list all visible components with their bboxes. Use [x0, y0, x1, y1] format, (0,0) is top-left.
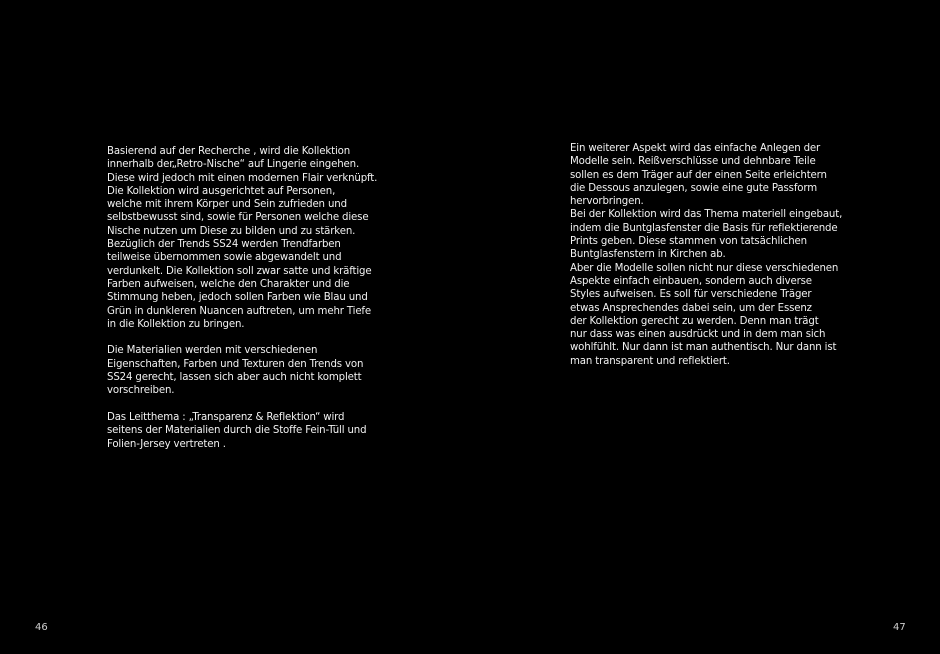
text-line: Folien-Jersey vertreten . [107, 438, 226, 450]
text-line: Bei der Kollektion wird das Thema materiell eingebaut, [570, 209, 843, 221]
text-line: indem die Buntglasfenster die Basis für reflektierende [570, 222, 838, 234]
text-line: in die Kollektion zu bringen. [107, 318, 245, 330]
text-line: hervorbringen. [570, 196, 644, 208]
text-line: wohlfühlt. Nur dann ist man authentisch. Nur dann ist [570, 342, 837, 354]
text-line: vorschreiben. [107, 385, 175, 397]
paragraph-gap [107, 398, 397, 411]
text-line: Aber die Modelle sollen nicht nur diese verschiedenen [570, 262, 839, 274]
text-line: selbstbewusst sind, sowie für Personen welche diese [107, 212, 369, 224]
right-paragraph-1 [570, 142, 870, 368]
text-line: Buntglasfenstern in Kirchen ab. [570, 249, 726, 261]
left-paragraph-3 [107, 411, 397, 451]
text-line: Das Leitthema : „Transparenz & Reflektion“ wird [107, 411, 345, 423]
right-page-text-column [570, 142, 870, 368]
text-line: Grün in dunkleren Nuancen auftreten, um mehr Tiefe [107, 305, 371, 317]
text-line: SS24 gerecht, lassen sich aber auch nicht komplett [107, 372, 362, 384]
text-line: Styles aufweisen. Es soll für verschiedene Träger [570, 289, 812, 301]
text-line: etwas Ansprechendes dabei sein, um der Essenz [570, 302, 812, 314]
text-line: Basierend auf der Recherche , wird die Kollektion [107, 146, 351, 157]
text-line: Eigenschaften, Farben und Texturen den Trends von [107, 358, 364, 370]
text-line: Nische nutzen um Diese zu bilden und zu stärken. [107, 225, 356, 237]
text-line: Aspekte einfach einbauen, sondern auch diverse [570, 275, 812, 287]
text-line: Ein weiterer Aspekt wird das einfache Anlegen der [570, 143, 821, 154]
paragraph-gap [107, 331, 397, 344]
text-line: Die Materialien werden mit verschiedenen [107, 345, 318, 357]
text-line: Farben aufweisen, welche den Charakter und die [107, 278, 350, 290]
text-line: Diese wird jedoch mit einen modernen Flair verknüpft. [107, 172, 378, 184]
text-line: der Kollektion gerecht zu werden. Denn man trägt [570, 315, 819, 327]
page-number-left: 46 [35, 622, 48, 633]
text-line: innerhalb der„Retro-Nische“ auf Lingerie eingehen. [107, 159, 360, 171]
text-line: verdunkelt. Die Kollektion soll zwar satte und kräftige [107, 265, 372, 277]
text-line: Modelle sein. Reißverschlüsse und dehnbare Teile [570, 156, 816, 168]
text-line: sollen es dem Träger auf der einen Seite erleichtern [570, 169, 827, 181]
text-line: Prints geben. Diese stammen von tatsächlichen [570, 236, 807, 248]
text-line: Stimmung heben, jedoch sollen Farben wie Blau und [107, 292, 368, 304]
page-number-right: 47 [893, 622, 906, 633]
text-line: Bezüglich der Trends SS24 werden Trendfarben [107, 239, 341, 251]
text-line: man transparent und reflektiert. [570, 355, 730, 367]
text-line: welche mit ihrem Körper und Sein zufrieden und [107, 199, 347, 211]
text-line: nur dass was einen ausdrückt und in dem man sich [570, 329, 826, 341]
text-line: teilweise übernommen sowie abgewandelt und [107, 252, 342, 264]
text-line: die Dessous anzulegen, sowie eine gute Passform [570, 182, 817, 194]
left-paragraph-1 [107, 145, 397, 331]
text-line: seitens der Materialien durch die Stoffe Fein-Tüll und [107, 425, 367, 437]
text-line: Die Kollektion wird ausgerichtet auf Personen, [107, 185, 336, 197]
left-page-text-column [107, 145, 397, 451]
left-paragraph-2 [107, 344, 397, 397]
